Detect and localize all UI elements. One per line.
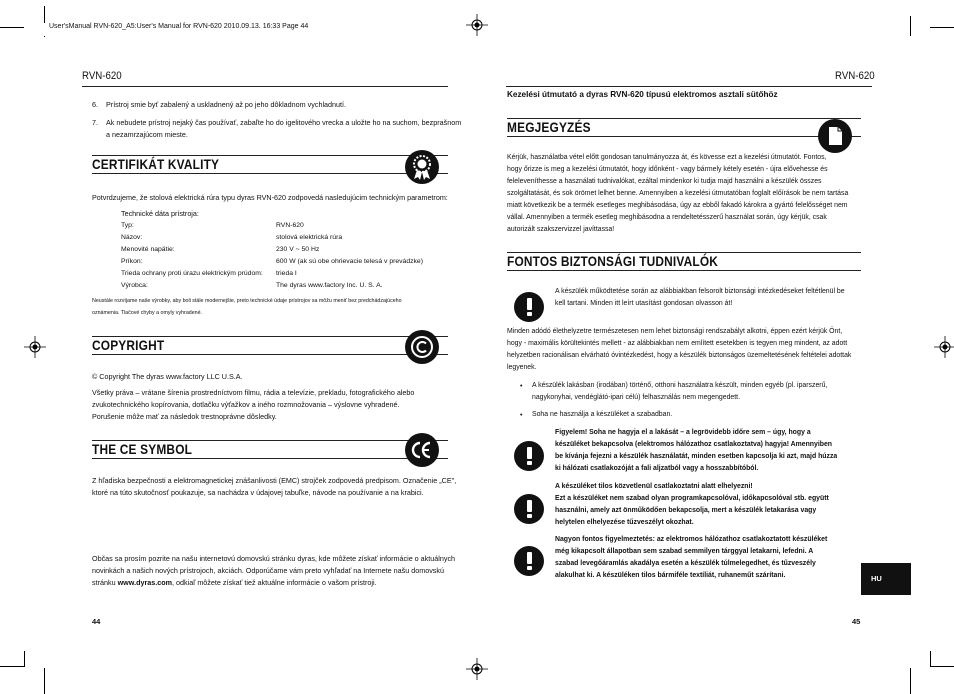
website-link[interactable]: www.dyras.com: [117, 578, 173, 587]
crop-mark: [44, 668, 45, 694]
page-number-left: 44: [92, 617, 101, 626]
warning-bold-text: be kívánja fejezni a készülék használatát, minden esetben kapcsolja ki azt, majd húzza: [555, 453, 838, 460]
list-item-text: Ak nebudete prístroj nejaký čas používať, zabaľte ho do igelitového vrecka a uložte ho na suchom, bezprašnom: [106, 118, 462, 127]
bullet-icon: •: [520, 383, 523, 390]
safety-warning-text: kell tartani. Minden itt leírt utasítást gondosan olvasson át!: [555, 300, 733, 307]
section-rule: [92, 458, 448, 459]
tech-key: Typ:: [121, 222, 134, 229]
cert-title: CERTIFIKÁT KVALITY: [92, 156, 220, 172]
cert-intro: Potvrdzujeme, že stolová elektrická rúra typu dyras RVN-620 zodpovedá nasledujúcim technickým parametrom:: [92, 193, 448, 202]
web-line: novinkách a našich nových prístrojoch, akciách. Odporúčame vám preto vyhľadať na Internete našu domovskú: [92, 566, 444, 575]
registration-mark-icon: [466, 14, 488, 36]
tech-key: Názov:: [121, 234, 143, 241]
warning-bold-text: ki hálózati csatlakozóját a fali aljzatból vagy a hosszabbítóból.: [555, 465, 759, 472]
notes-line: hogy őrizze is meg a kezelési útmutatót, hogy időnként - vagy bármely kétely esetén - újra elővehesse és: [507, 166, 828, 173]
crop-mark: [930, 651, 931, 667]
left-header-rule: [82, 86, 448, 87]
warning-exclamation-icon: [514, 494, 544, 524]
crop-mark: [910, 16, 911, 36]
warning-bold-text: szabad levegőáramlás akadálya esetén a készülék túlmelegedhet, és tűzveszély: [555, 560, 816, 567]
right-model-label: RVN-620: [835, 70, 875, 82]
tech-value: 600 W (ak sú obe ohrievacie telesá v prevádzke): [276, 258, 423, 265]
tech-value: stolová elektrická rúra: [276, 234, 343, 241]
ce-mark-icon: [404, 432, 440, 468]
copyright-line: zvukotechnického kopírovania, dotlačku výťažkov a iného rozmnožovania – výslovne vyhradené.: [92, 400, 400, 409]
page-number-right: 45: [852, 617, 861, 626]
warning-bold-text: Figyelem! Soha ne hagyja el a lakását – a legrövidebb időre sem – úgy, hogy a: [555, 429, 811, 436]
bullet-icon: •: [520, 412, 523, 419]
notes-line: miatt következik be a termék esetleges meghibásodása, úgy az ebből fakadó károkra a gyártó felelősséget nem: [507, 202, 848, 209]
ce-line: Z hľadiska bezpečnosti a elektromagnetickej znášanlivosti (EMC) strojček zodpovedá predpisom. Označenie „CE",: [92, 476, 457, 485]
section-rule: [92, 155, 448, 156]
copyright-line: Porušenie môže mať za následok trestnoprávne dôsledky.: [92, 412, 277, 421]
medal-icon: [404, 149, 440, 185]
warning-bold-text: helytelen elhelyezése tűzveszélyt okozhat.: [555, 519, 694, 526]
notes-line: Kérjük, használatba vétel előtt gondosan tanulmányozza át, és kövesse ezt a kezelési útmutatót. Fontos,: [507, 154, 827, 161]
tech-key: Príkon:: [121, 258, 143, 265]
section-rule: [92, 173, 448, 174]
section-rule: [92, 440, 448, 441]
web-line: [92, 577, 377, 589]
tech-key: Menovité napätie:: [121, 246, 175, 253]
bullet-text: nagykonyhai, vendéglátó-ipari célú) felhasználás nem megengedett.: [532, 394, 740, 401]
list-item-text: a nezamrzajúcom mieste.: [106, 130, 188, 139]
safety-para: legyenek.: [507, 364, 537, 371]
tech-value: RVN-620: [276, 222, 304, 229]
section-rule: [92, 336, 448, 337]
warning-exclamation-icon: [514, 441, 544, 471]
cert-note: Neustále rozvíjame naše výrobky, aby boli stále modernejšie, preto technické údaje prístrojov sa môžu meniť bez predchádzajúceho: [92, 298, 402, 304]
bullet-text: Soha ne használja a készüléket a szabadban.: [532, 411, 673, 418]
crop-mark: [930, 27, 954, 28]
warning-exclamation-icon: [514, 546, 544, 576]
registration-mark-icon: [466, 658, 488, 680]
section-rule: [507, 270, 861, 271]
safety-para: hogy - maximális körültekintés mellett - az alábbiakban nem említett esetekben is tegyen meg mindent, az adott: [507, 340, 848, 347]
notes-line: autorizált szakszervizzel javíttassa!: [507, 226, 615, 233]
tech-value: The dyras www.factory Inc. U. S. A.: [276, 282, 383, 289]
section-rule: [507, 118, 861, 119]
safety-title: FONTOS BIZTONSÁGI TUDNIVALÓK: [507, 253, 719, 269]
crop-mark: [24, 651, 25, 667]
copyright-line: © Copyright The dyras www.factory LLC U.S.A.: [92, 372, 243, 381]
crop-mark: [44, 6, 45, 23]
tech-key: Výrobca:: [121, 282, 148, 289]
notes-title: MEGJEGYZÉS: [507, 119, 591, 135]
warning-bold-text: készüléket bekapcsolva (elektromos hálózathoz csatlakoztatva) hagyja! Amennyiben: [555, 441, 832, 448]
safety-warning-text: A készülék működtetése során az alábbiakban felsorolt biztonsági intézkedéseket feltétlenül be: [555, 288, 845, 295]
copyright-title: COPYRIGHT: [92, 337, 165, 353]
warning-exclamation-icon: [514, 292, 544, 322]
notes-line: szolgáltatását, és sok örömet lelhet benne. Amennyiben a kezelési útmutatóban foglalt előírások be nem tartása: [507, 190, 849, 197]
tech-key: Trieda ochrany proti úrazu elektrickým prúdom:: [121, 270, 263, 277]
crop-mark: [910, 668, 911, 694]
language-tab-label: HU: [871, 574, 882, 583]
list-item-text: Prístroj smie byť zabalený a uskladnený až po jeho dôkladnom vychladnutí.: [106, 100, 347, 109]
tech-table-head: Technické dáta prístroja:: [121, 209, 199, 218]
web-line: Občas sa prosím pozrite na našu internetovú domovskú stránku dyras, kde môžete získať informácie o aktuálnych: [92, 554, 456, 563]
warning-bold-text: Ezt a készüléket nem szabad olyan programkapcsolóval, időkapcsolóval stb. együtt: [555, 495, 829, 502]
section-rule: [507, 252, 861, 253]
bullet-text: A készülék lakásban (irodában) történő, otthoni használatra készült, minden egyéb (pl. iparszerű,: [532, 382, 828, 389]
warning-bold-text: A készüléket tilos közvetlenül csatlakoztatni alatt elhelyezni!: [555, 483, 753, 490]
ce-line: ktoré na túto skutočnosť poukazuje, sa nachádza v údajovej tabuľke, návode na používanie a na krabici.: [92, 488, 424, 497]
warning-bold-text: Nagyon fontos figyelmeztetés: az elektromos hálózathoz csatlakoztatott készüléket: [555, 536, 828, 543]
copyright-line: Všetky práva – vrátane šírenia prostredníctvom filmu, rádia a televízie, prekladu, fotografického alebo: [92, 388, 415, 397]
print-slug: User'sManual RVN-620_A5:User's Manual for RVN-620 2010.09.13. 16:33 Page 44: [49, 23, 309, 30]
crop-mark: [930, 666, 954, 667]
crop-mark: [0, 666, 24, 667]
right-header-rule: [506, 86, 872, 87]
copyright-icon: [404, 329, 440, 365]
list-number: 6.: [92, 100, 98, 109]
registration-mark-icon: [24, 336, 46, 358]
cert-note: oznámenia. Tlačové chyby a omyly vyhradené.: [92, 310, 203, 316]
section-rule: [507, 136, 861, 137]
warning-bold-text: alakulhat ki. A készüléken tilos bármiféle textíliát, ruhaneműt szárítani.: [555, 572, 786, 579]
web-text: , odkiaľ môžete získať tiež aktuálne informácie o vašom prístroji.: [172, 578, 377, 587]
list-number: 7.: [92, 118, 98, 127]
safety-para: Minden adódó élethelyzetre természetesen nem lehet biztonsági rendszabályt alkotni, éppen ezért kérjük Önt,: [507, 328, 843, 335]
registration-mark-icon: [934, 336, 954, 358]
ce-title: THE CE SYMBOL: [92, 441, 193, 457]
crop-mark: [44, 36, 45, 37]
language-tab: [861, 563, 911, 595]
warning-bold-text: még kikapcsolt állapotban sem szabad semmilyen tárggyal letakarni, lefedni. A: [555, 548, 814, 555]
section-rule: [92, 354, 448, 355]
document-icon: [817, 118, 853, 154]
notes-line: feleleveníthesse a használati tudnivalókat, ezáltal mindenkor ki tudja majd használni a készülék összes: [507, 178, 822, 185]
crop-mark: [0, 27, 24, 28]
tech-value: trieda I: [276, 270, 297, 277]
tech-value: 230 V ~ 50 Hz: [276, 246, 320, 253]
web-text: stránku: [92, 578, 118, 587]
left-model-label: RVN-620: [82, 70, 122, 82]
notes-line: vállal. Amennyiben a termék esetleg meghibásodna a rendeltetésszerű használat során, úgy kérjük, csak: [507, 214, 827, 221]
doc-title: Kezelési útmutató a dyras RVN-620 típusú elektromos asztali sütőhöz: [507, 90, 778, 99]
safety-para: helyzetben racionálisan elvárható óvintézkedést, hogy a készülék biztonságos üzemeltetésének feltételei adottak: [507, 352, 852, 359]
warning-bold-text: használni, amely azt önműködően bekapcsolja, mert a készülék letakarása vagy: [555, 507, 817, 514]
